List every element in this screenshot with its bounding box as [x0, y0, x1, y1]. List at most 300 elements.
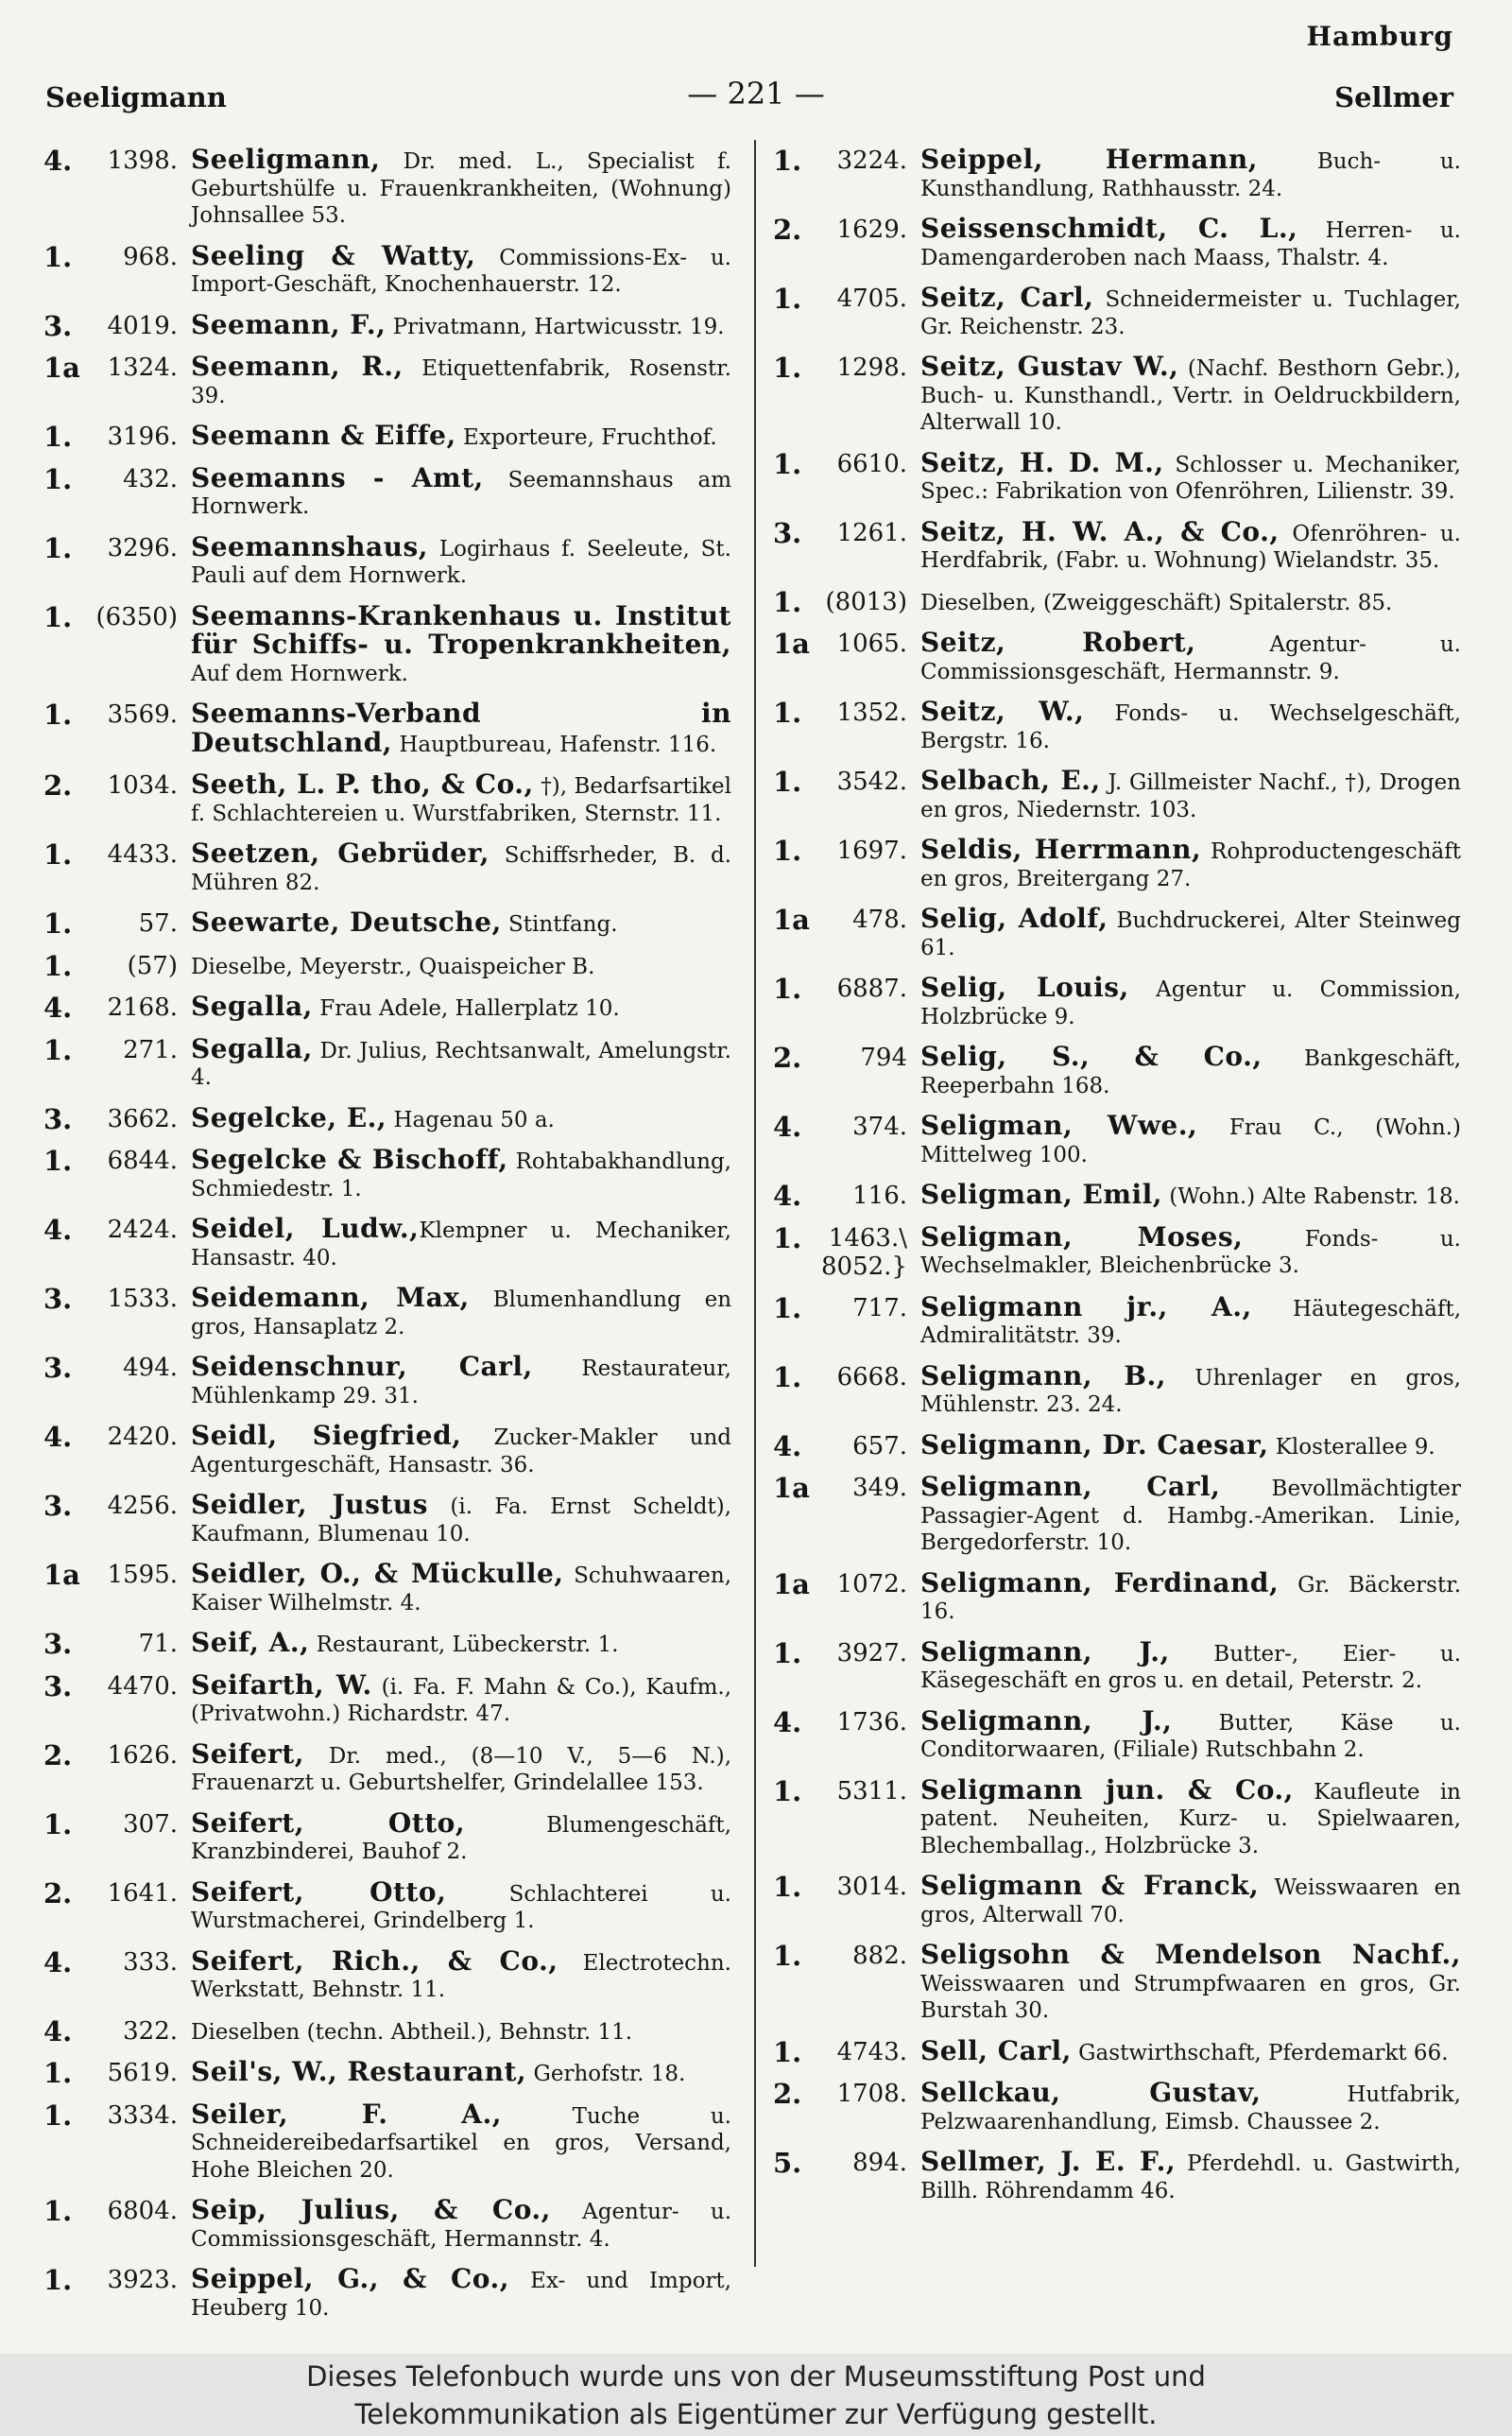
phone-number: 4705. [836, 285, 907, 313]
subscriber-details: Gerhofstr. 18. [526, 2062, 686, 2086]
phone-number: 1697. [836, 837, 907, 865]
subscriber-details: Butter-, Eier- u. Käsegeschäft en gros u. en detail, Peterstr. 2. [920, 1641, 1462, 1693]
exchange-zone: 3. [43, 1490, 73, 1522]
phone-number: 71. [138, 1630, 178, 1658]
subscriber-name: Seemannshaus, [191, 530, 428, 562]
entry-text [191, 1213, 731, 1271]
subscriber-name: Selig, Louis, [920, 972, 1129, 1003]
entry-text [920, 1566, 1462, 1626]
directory-entry [43, 993, 731, 1023]
phone-number: 349. [852, 1474, 907, 1502]
exchange-zone: 1. [773, 973, 802, 1005]
exchange-zone: 1. [773, 1636, 802, 1669]
subscriber-details: (i. Fa. Ernst Scheldt), Kaufmann, Blumenau 10. [191, 1494, 731, 1546]
subscriber-name: Seetzen, Gebrüder, [191, 838, 490, 869]
entry-text [920, 1110, 1461, 1168]
directory-entry [43, 1806, 731, 1866]
entry-text [920, 1635, 1462, 1695]
exchange-zone: 2. [773, 214, 802, 246]
phone-number: 3923. [107, 2266, 178, 2294]
subscriber-details: Gr. Bäckerstr. 16. [920, 1572, 1462, 1624]
phone-number: 5311. [836, 1776, 907, 1805]
entry-text [191, 771, 731, 827]
phone-number: 1065. [836, 630, 907, 658]
directory-entry [773, 1041, 1462, 1099]
subscriber-name: Seligmann, Ferdinand, [920, 1566, 1280, 1598]
entry-text [191, 1101, 731, 1134]
entry-text [920, 1870, 1461, 1928]
entry-text [920, 2146, 1461, 2204]
phone-number: 1533. [107, 1285, 178, 1313]
entry-text [920, 903, 1461, 961]
subscriber-details: Klosterallee 9. [1268, 1434, 1435, 1460]
phone-number: 1595. [107, 1561, 178, 1589]
directory-entry [43, 351, 731, 409]
entry-text [920, 1773, 1461, 1860]
subscriber-name: Seitz, H. W. A., & Co., [920, 515, 1280, 547]
phone-number: 374. [852, 1113, 907, 1141]
entry-text [920, 446, 1461, 506]
entry-text [920, 834, 1461, 892]
entry-text [191, 2263, 731, 2322]
directory-entry [43, 1213, 731, 1271]
subscriber-details: Rohproductengeschäft en gros, Breitergang 27. [920, 839, 1461, 891]
subscriber-name: Seemanns-Verband in Deutschland, [191, 698, 731, 758]
subscriber-name: Seifarth, W. [191, 1668, 372, 1701]
directory-entry [773, 1290, 1462, 1350]
footer-line-1: Dieses Telefonbuch wurde uns von der Museumsstiftung Post und [306, 2360, 1206, 2393]
subscriber-name: Seeligmann, [191, 144, 381, 175]
subscriber-details: Seemannshaus am Hornwerk. [191, 467, 731, 519]
subscriber-name: Seligsohn & Mendelson Nachf., [920, 1939, 1461, 1970]
subscriber-details: Logirhaus f. Seeleute, St. Pauli auf dem Hornwerk. [191, 536, 731, 588]
exchange-zone: 4. [773, 1111, 802, 1143]
entry-text [191, 2017, 731, 2047]
subscriber-name: Seifert, Rich., & Co., [191, 1944, 558, 1977]
subscriber-name: Seitz, W., [920, 696, 1085, 727]
exchange-zone: 1. [43, 699, 73, 731]
directory-entry [773, 144, 1461, 202]
phone-number: 2168. [107, 993, 178, 1022]
phone-number: 322. [123, 2016, 178, 2046]
subscriber-name: Seldis, Herrmann, [920, 834, 1202, 865]
subscriber-details: Agentur u. Commission, Holzbrücke 9. [920, 977, 1461, 1029]
exchange-zone: 1. [773, 1291, 802, 1324]
subscriber-name: Seippel, G., & Co., [191, 2263, 509, 2294]
subscriber-name: Seitz, Robert, [920, 627, 1196, 658]
directory-entry [43, 1558, 731, 1616]
subscriber-details: Dr. med. L., Specialist f. Geburtshülfe u. Frauenkrankheiten, (Wohnung) Johnsallee 53. [191, 149, 731, 228]
subscriber-details: Electrotechn. Werkstatt, Behnstr. 11. [191, 1950, 731, 2002]
exchange-zone: 1. [773, 145, 802, 177]
subscriber-details: Etiquettenfabrik, Rosenstr. 39. [191, 356, 731, 408]
entry-text [191, 1351, 731, 1409]
subscriber-name: Seligmann jun. & Co., [920, 1773, 1294, 1805]
exchange-zone: 1a [773, 904, 810, 936]
exchange-zone: 4. [773, 1705, 802, 1738]
subscriber-name: Seippel, Hermann, [920, 144, 1259, 175]
phone-number: 882. [852, 1942, 907, 1970]
exchange-zone: 1. [773, 1221, 802, 1254]
subscriber-details: Pferdehdl. u. Gastwirth, Billh. Röhrendamm 46. [920, 2151, 1461, 2203]
right-column [773, 144, 1462, 2218]
exchange-zone: 1. [773, 447, 802, 480]
entry-text [191, 909, 731, 939]
exchange-zone: 1. [773, 2035, 802, 2068]
entry-text [191, 2098, 731, 2185]
exchange-zone: 1. [773, 835, 802, 867]
subscriber-details: Buch- u. Kunsthandlung, Rathhausstr. 24. [920, 149, 1461, 201]
entry-text [920, 1179, 1461, 1211]
entry-text [191, 1737, 731, 1797]
phone-number: 494. [123, 1354, 178, 1382]
subscriber-details: Blumengeschäft, Kranzbinderei, Bauhof 2. [191, 1812, 731, 1864]
directory-entry [773, 627, 1461, 685]
directory-entry [43, 2014, 731, 2047]
subscriber-details: Herren- u. Damengarderoben nach Maass, Thalstr. 4. [920, 218, 1461, 270]
entry-text [191, 530, 731, 590]
entry-text [191, 1627, 731, 1659]
subscriber-name: Seligmann, J., [920, 1704, 1173, 1736]
phone-number: 1072. [836, 1569, 907, 1598]
directory-entry [773, 1220, 1461, 1281]
subscriber-name: Seligmann, B., [920, 1359, 1167, 1391]
subscriber-details: Uhrenlager en gros, Mühlenstr. 23. 24. [920, 1365, 1461, 1417]
exchange-zone: 1. [773, 1940, 802, 1972]
subscriber-name: Seligmann & Franck, [920, 1870, 1260, 1901]
subscriber-name: Seligman, Moses, [920, 1220, 1244, 1253]
exchange-zone: 1. [773, 766, 802, 798]
phone-number: 432. [123, 464, 178, 493]
subscriber-name: Segalla, [191, 1032, 313, 1064]
phone-number: 5619. [107, 2059, 178, 2087]
subscriber-details: Hauptbureau, Hafenstr. 116. [392, 732, 717, 757]
subscriber-name: Seemann & Eiffe, [191, 420, 456, 451]
page-number: — 221 — [687, 76, 825, 112]
entry-text [191, 351, 731, 409]
footer-notice [0, 2354, 1512, 2436]
subscriber-name: Seemanns-Krankenhaus u. Institut für Schiffs- u. Tropenkrankheiten, [191, 599, 731, 660]
directory-entry [43, 1351, 731, 1409]
subscriber-name: Seip, Julius, & Co., [191, 2194, 551, 2225]
exchange-zone: 2. [43, 1738, 73, 1771]
subscriber-details: J. Gillmeister Nachf., †), Drogen en gros, Niedernstr. 103. [920, 770, 1461, 822]
entry-text [191, 993, 731, 1023]
entry-text [191, 1144, 731, 1202]
directory-entry [773, 2077, 1461, 2135]
entry-text [191, 144, 731, 230]
entry-text [191, 308, 731, 341]
entry-text [191, 1420, 731, 1478]
subscriber-name: Seil's, W., Restaurant, [191, 2056, 527, 2087]
exchange-zone: 4. [773, 1429, 802, 1462]
exchange-zone: 3. [43, 1102, 73, 1135]
phone-number: 116. [852, 1182, 907, 1210]
exchange-zone: 3. [43, 1283, 73, 1315]
exchange-zone: 4. [43, 145, 73, 177]
exchange-zone: 1a [43, 352, 80, 384]
phone-number: 1298. [836, 354, 907, 382]
entry-text [920, 2034, 1461, 2067]
exchange-zone: 1. [43, 2099, 73, 2132]
subscriber-name: Selbach, E., [920, 765, 1101, 796]
phone-number: 6844. [107, 1147, 178, 1175]
subscriber-details: Hagenau 50 a. [387, 1107, 555, 1132]
directory-entry [43, 1627, 731, 1660]
exchange-zone: 2. [43, 769, 73, 802]
directory-entry [43, 308, 731, 342]
subscriber-details: Ofenröhren- u. Herdfabrik, (Fabr. u. Wohnung) Wielandstr. 35. [920, 521, 1461, 573]
subscriber-name: Seidel, Ludw., [191, 1213, 420, 1244]
subscriber-details: Dieselben (techn. Abtheil.), Behnstr. 11. [191, 2019, 633, 2045]
subscriber-name: Seligman, Emil, [920, 1179, 1162, 1210]
phone-number: 3014. [836, 1873, 907, 1901]
phone-number: 6804. [107, 2197, 178, 2225]
directory-entry [43, 420, 731, 453]
directory-entry [43, 599, 731, 688]
subscriber-details: Hutfabrik, Pelzwaarenhandlung, Eimsb. Chaussee 2. [920, 2082, 1461, 2134]
directory-entry [773, 834, 1461, 892]
subscriber-name: Seitz, Gustav W., [920, 351, 1179, 382]
phone-number: 1736. [836, 1707, 907, 1736]
entry-text [920, 696, 1461, 754]
subscriber-details: Bevollmächtigter Passagier-Agent d. Hambg.-Amerikan. Linie, Bergedorferstr. 10. [920, 1477, 1462, 1555]
entry-text [920, 515, 1461, 575]
phone-number: 794 [860, 1044, 907, 1072]
directory-entry [773, 1179, 1461, 1212]
exchange-zone: 1. [773, 1774, 802, 1807]
entry-text [191, 1032, 731, 1092]
phone-number: 57. [138, 909, 178, 938]
directory-entry [43, 771, 731, 827]
directory-entry [43, 461, 731, 521]
entry-text [920, 351, 1461, 437]
subscriber-name: Seiler, F. A., [191, 2098, 502, 2130]
subscriber-name: Seemanns - Amt, [191, 461, 484, 493]
exchange-zone: 1. [43, 2195, 73, 2227]
directory-entry [773, 1428, 1461, 1462]
subscriber-name: Selig, S., & Co., [920, 1041, 1263, 1072]
entry-text [191, 1489, 731, 1547]
phone-number: 657. [852, 1431, 907, 1460]
directory-entry [43, 909, 731, 939]
footer-line-2: Telekommunikation als Eigentümer zur Verfügung gestellt. [354, 2398, 1158, 2430]
subscriber-details: Schuhwaaren, Kaiser Wilhelmstr. 4. [191, 1564, 731, 1615]
exchange-zone: 1. [43, 2057, 73, 2089]
subscriber-details: (Nachf. Besthorn Gebr.), Buch- u. Kunsthandl., Vertr. in Oeldruckbildern, Alterwall 10. [920, 356, 1461, 435]
exchange-zone: 1. [43, 531, 73, 564]
directory-entry [773, 1359, 1461, 1419]
subscriber-details: (Wohn.) Alte Rabenstr. 18. [1162, 1184, 1460, 1209]
subscriber-name: Seemann, R., [191, 351, 404, 382]
directory-entry [43, 530, 731, 590]
exchange-zone: 4. [43, 1214, 73, 1246]
exchange-zone: 1. [773, 283, 802, 315]
exchange-zone: 1. [773, 697, 802, 729]
directory-entry [773, 1704, 1461, 1764]
subscriber-details: Fonds- u. Wechselmakler, Bleichenbrücke 3. [920, 1226, 1461, 1278]
phone-number: 6610. [836, 449, 907, 478]
phone-number: 968. [123, 242, 178, 271]
exchange-zone: 5. [773, 2147, 802, 2179]
subscriber-name: Seligman, Wwe., [920, 1110, 1198, 1141]
subscriber-details: Frau Adele, Hallerplatz 10. [312, 996, 620, 1021]
directory-entry [773, 1635, 1462, 1695]
subscriber-details: Dieselben, (Zweiggeschäft) Spitalerstr. 85. [920, 590, 1393, 615]
exchange-zone: 2. [773, 2078, 802, 2110]
exchange-zone: 4. [43, 1945, 73, 1978]
subscriber-details: Dr. Julius, Rechtsanwalt, Amelungstr. 4. [191, 1038, 731, 1090]
subscriber-details: Butter, Käse u. Conditorwaaren, (Filiale) Rutschbahn 2. [920, 1710, 1461, 1762]
exchange-zone: 1a [43, 1559, 80, 1591]
phone-number: 1352. [836, 699, 907, 727]
subscriber-name: Seidler, Justus [191, 1489, 428, 1520]
entry-text [920, 144, 1461, 202]
directory-entry [43, 2194, 732, 2253]
subscriber-details: Rohtabakhandlung, Schmiedestr. 1. [191, 1149, 731, 1201]
left-column [43, 144, 732, 2335]
entry-text [191, 1558, 731, 1616]
phone-number: 3542. [836, 768, 907, 796]
entry-text [920, 1939, 1461, 2025]
directory-entry [43, 239, 731, 299]
entry-text [920, 1041, 1462, 1099]
directory-entry [43, 1944, 731, 2004]
subscriber-name: Sellckau, Gustav, [920, 2077, 1262, 2108]
subscriber-details: Agentur- u. Commissionsgeschäft, Hermannstr. 4. [191, 2200, 732, 2252]
phone-number: 3334. [107, 2100, 178, 2130]
exchange-zone: 1a [773, 1472, 810, 1504]
phone-number: (57) [127, 951, 178, 980]
directory-entry [43, 700, 731, 758]
entry-text [920, 1359, 1461, 1419]
subscriber-details: Weisswaaren en gros, Alterwall 70. [920, 1875, 1461, 1927]
entry-text [920, 972, 1461, 1030]
directory-entry [773, 765, 1461, 823]
phone-number: 1626. [107, 1740, 178, 1770]
exchange-zone: 1. [773, 585, 802, 618]
subscriber-name: Seitz, H. D. M., [920, 446, 1164, 478]
subscriber-details: Exporteure, Fruchthof. [455, 425, 717, 450]
phone-number: 894. [852, 2149, 907, 2177]
directory-entry [43, 2263, 731, 2322]
phone-number: 1398. [107, 147, 178, 175]
first-entry-header: Seeligmann [45, 81, 227, 113]
subscriber-details: Schlosser u. Mechaniker, Spec.: Fabrikation von Ofenröhren, Lilienstr. 39. [920, 452, 1461, 504]
directory-entry [773, 351, 1461, 437]
subscriber-details: Ex- und Import, Heuberg 10. [191, 2269, 731, 2321]
directory-entry [773, 2146, 1461, 2204]
phone-number: 3296. [107, 533, 178, 562]
subscriber-name: Seligmann, J., [920, 1635, 1170, 1667]
subscriber-name: Seligmann jr., A., [920, 1290, 1252, 1322]
phone-number: 4743. [836, 2037, 907, 2066]
directory-entry [773, 1939, 1461, 2025]
entry-text [920, 2077, 1461, 2135]
directory-entry [773, 585, 1461, 618]
directory-entry [773, 1870, 1461, 1928]
exchange-zone: 1. [43, 421, 73, 453]
subscriber-name: Seligmann, Dr. Caesar, [920, 1428, 1269, 1460]
subscriber-details: Klempner u. Mechaniker, Hansastr. 40. [191, 1218, 731, 1270]
exchange-zone: 4. [43, 2014, 73, 2047]
phone-number: 2420. [107, 1423, 178, 1451]
directory-entry [43, 1144, 731, 1202]
phone-number: 3927. [836, 1638, 907, 1667]
exchange-zone: 4. [43, 992, 73, 1024]
directory-entry [773, 1471, 1462, 1557]
directory-entry [43, 1737, 731, 1797]
entry-text [920, 1220, 1461, 1280]
phone-number: 1034. [107, 771, 178, 800]
exchange-zone: 1. [43, 1033, 73, 1066]
subscriber-name: Segalla, [191, 991, 313, 1022]
phone-number: (6350) [95, 602, 178, 631]
subscriber-details: Gastwirthschaft, Pferdemarkt 66. [1071, 2040, 1449, 2065]
directory-entry [43, 840, 731, 896]
phone-number: 4433. [107, 840, 178, 869]
exchange-zone: 1. [773, 1871, 802, 1903]
phone-number: 3196. [107, 423, 178, 451]
exchange-zone: 1. [773, 352, 802, 384]
directory-entry [773, 972, 1461, 1030]
phone-number: 1261. [836, 518, 907, 547]
subscriber-name: Seidenschnur, Carl, [191, 1351, 533, 1382]
entry-text [920, 282, 1461, 340]
subscriber-name: Sellmer, J. E. F., [920, 2146, 1177, 2177]
exchange-zone: 1. [773, 1360, 802, 1393]
directory-entry [43, 2056, 731, 2089]
subscriber-details: Commissions-Ex- u. Import-Geschäft, Knochenhauerstr. 12. [191, 245, 731, 297]
exchange-zone: 3. [43, 309, 73, 342]
exchange-zone: 3. [773, 516, 802, 549]
entry-text [191, 1668, 732, 1728]
entry-text [191, 2056, 731, 2088]
exchange-zone: 1. [43, 240, 73, 273]
subscriber-details: Schneidermeister u. Tuchlager, Gr. Reichenstr. 23. [920, 287, 1461, 339]
exchange-zone: 2. [773, 1042, 802, 1074]
exchange-zone: 3. [43, 1669, 73, 1702]
entry-text [191, 461, 731, 521]
entry-text [191, 1282, 732, 1340]
phone-number: (8013) [825, 587, 907, 616]
directory-entry [43, 1101, 731, 1135]
subscriber-name: Seligmann, Carl, [920, 1471, 1221, 1502]
directory-entry [773, 903, 1461, 961]
entry-text [920, 627, 1461, 685]
entry-text [191, 239, 731, 299]
directory-entry [773, 515, 1461, 575]
directory-entry [773, 446, 1461, 506]
subscriber-name: Seifert, [191, 1737, 304, 1770]
entry-text [920, 588, 1461, 617]
entry-text [191, 420, 731, 452]
exchange-zone: 1. [43, 907, 73, 940]
subscriber-details: Weisswaaren und Strumpfwaaren en gros, Gr. Burstah 30. [920, 1971, 1461, 2023]
phone-number: 1324. [107, 354, 178, 382]
subscriber-name: Seidl, Siegfried, [191, 1420, 462, 1451]
phone-number: 1708. [836, 2080, 907, 2108]
subscriber-details: Bankgeschäft, Reeperbahn 168. [920, 1046, 1462, 1098]
entry-text [191, 840, 731, 896]
directory-entry [773, 282, 1461, 340]
subscriber-name: Seitz, Carl, [920, 282, 1094, 313]
phone-number: 717. [852, 1293, 907, 1322]
directory-entry [773, 2034, 1461, 2068]
phone-number: 3662. [107, 1104, 178, 1133]
directory-entry [43, 144, 731, 230]
last-entry-header: Sellmer [1334, 81, 1453, 113]
